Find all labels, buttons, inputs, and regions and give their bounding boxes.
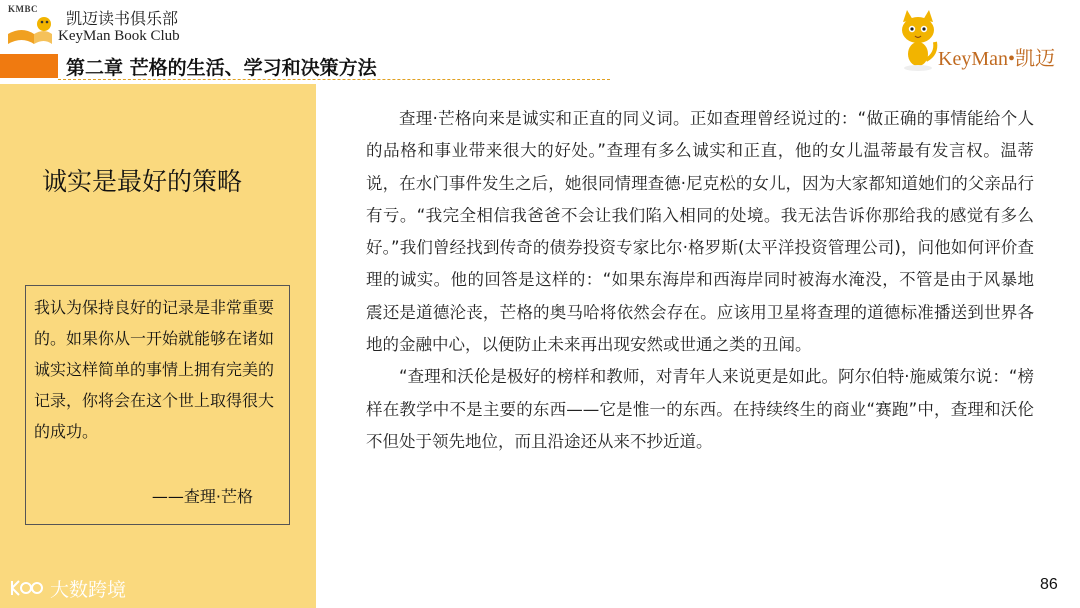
chapter-accent-bar <box>0 54 58 78</box>
watermark <box>8 575 126 601</box>
body-paragraph-2: “查理和沃伦是极好的榜样和教师，对青年人来说更是如此。阿尔伯特·施威策尔说：“榜样在教学中不是主要的东西——它是惟一的东西。在持续终生的商业“赛跑”中，查理和沃伦不但处于领先地位，而且沿途还从来不抄近道。 <box>366 367 1034 451</box>
cat-mascot-icon <box>893 8 943 74</box>
sidebar-title: 诚实是最好的策略 <box>42 167 243 196</box>
body-paragraph-1: 查理·芒格向来是诚实和正直的同义词。正如查理曾经说过的：“做正确的事情能给个人的品格和事业带来很大的好处。”查理有多么诚实和正直，他的女儿温蒂最有发言权。温蒂说，在水门事件发生之后，她很同情理查德·尼克松的女儿，因为大家都知道她们的父亲品行有亏。“我完全相信我爸爸不会让我们陷入相同的处境。我无法告诉你那给我的感觉有多么好。”我们曾经找到传奇的债券投资专家比尔·格罗斯(太平洋投资管理公司)，问他如何评价查理的诚实。他的回答是这样的：“如果东海岸和西海岸同时被海水淹没，不管是由于风暴地震还是道德沦丧，芒格的奥马哈将依然会存在。应该用卫星将查理的道德标准播送到世界各地的金融中心，以便防止未来再出现安然或世通之类的丑闻。 <box>366 109 1034 355</box>
kmbc-logo-text: KMBC <box>8 4 38 14</box>
quote-box <box>25 285 290 525</box>
brand-keyman: KeyMan•凯迈 <box>938 48 1055 70</box>
chapter-title: 第二章 芒格的生活、学习和决策方法 <box>66 57 377 79</box>
quote-attribution: ——查理·芒格 <box>151 487 253 506</box>
quote-text: 我认为保持良好的记录是非常重要的。如果你从一开始就能够在诸如诚实这样简单的事情上拥有完美的记录，你将会在这个世上取得很大的成功。 <box>34 298 275 441</box>
chapter-divider <box>58 79 610 80</box>
watermark-text: 大数跨境 <box>50 578 127 601</box>
club-name-chinese: 凯迈读书俱乐部 <box>66 9 179 28</box>
watermark-logo-icon <box>8 577 44 599</box>
body-text <box>366 103 1034 458</box>
club-name-english: KeyMan Book Club <box>58 28 180 44</box>
page-number: 86 <box>1040 576 1058 593</box>
